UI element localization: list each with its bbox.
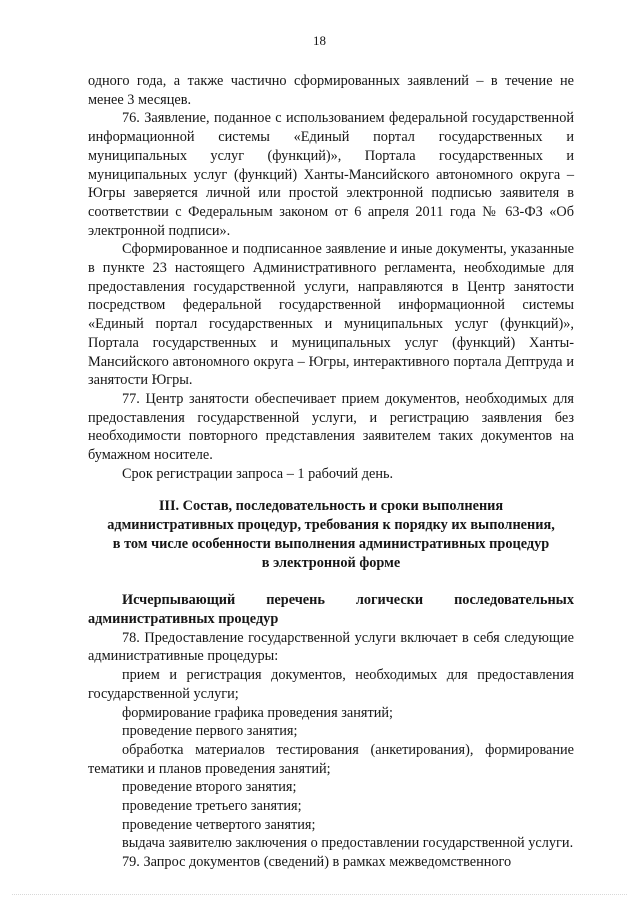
list-item: обработка материалов тестирования (анкетирования), формирование тематики и планов проведения занятий; xyxy=(88,741,574,777)
list-item: проведение третьего занятия; xyxy=(122,798,302,815)
paragraph-documents-sent: Сформированное и подписанное заявление и иные документы, указанные в пункте 23 настоящего Административного регламента, необходимые для предоставления государственной услуги, направляются в Центр занятости посредством федеральной государственной информационной системы «Единый портал государственных и муниципальных услуг (функций)», Портала государственных и муниципальных услуг (функций) Ханты-Мансийского автономного округа – Югры, интерактивного портала Дептруда и занятости Югры. xyxy=(88,241,574,389)
paragraph-78: 78. Предоставление государственной услуги включает в себя следующие административные процедуры: xyxy=(88,629,574,665)
section-heading-line: III. Состав, последовательность и сроки выполнения xyxy=(158,498,504,515)
list-item: проведение четвертого занятия; xyxy=(122,816,316,833)
section-heading-line: в электронной форме xyxy=(261,554,401,571)
spacer xyxy=(88,572,574,591)
page-number: 18 xyxy=(313,33,326,48)
paragraph-76: 76. Заявление, поданное с использованием федеральной государственной информационной системы «Единый портал государственных и муниципальных услуг (функций)», Портала государственных и муниципальных услуг (функций) Ханты-Мансийского автономного округа – Югры заверяется личной или простой электронной подписью заявителя в соответствии с Федеральным законом от 6 апреля 2011 года № 63-ФЗ «Об электронной подписи». xyxy=(88,110,574,239)
list-item: формирование графика проведения занятий; xyxy=(122,704,393,721)
subheading: Исчерпывающий перечень логически последовательных административных процедур xyxy=(88,592,574,627)
paragraph-77: 77. Центр занятости обеспечивает прием документов, необходимых для предоставления государственной услуги, и регистрацию заявления без необходимости повторного представления заявителем таких документов на бумажном носителе. xyxy=(88,390,574,464)
list-item: прием и регистрация документов, необходимых для предоставления государственной услуги; xyxy=(88,667,574,702)
list-item: проведение первого занятия; xyxy=(122,723,298,740)
list-item: проведение второго занятия; xyxy=(122,779,297,796)
section-heading-line: административных процедур, требования к порядку их выполнения, xyxy=(107,517,555,534)
document-body xyxy=(88,72,574,872)
section-heading-line: в том числе особенности выполнения административных процедур xyxy=(112,535,550,552)
scan-edge-divider xyxy=(12,894,627,895)
paragraph-79: 79. Запрос документов (сведений) в рамках межведомственного xyxy=(122,854,512,871)
spacer xyxy=(88,483,574,497)
procedure-list xyxy=(88,666,574,853)
paragraph-continuation: одного года, а также частично сформированных заявлений – в течение не менее 3 месяцев. xyxy=(88,73,574,108)
paragraph-registration-term: Срок регистрации запроса – 1 рабочий день. xyxy=(122,465,394,482)
section-heading xyxy=(88,497,574,572)
list-item: выдача заявителю заключения о предоставлении государственной услуги. xyxy=(122,835,574,852)
